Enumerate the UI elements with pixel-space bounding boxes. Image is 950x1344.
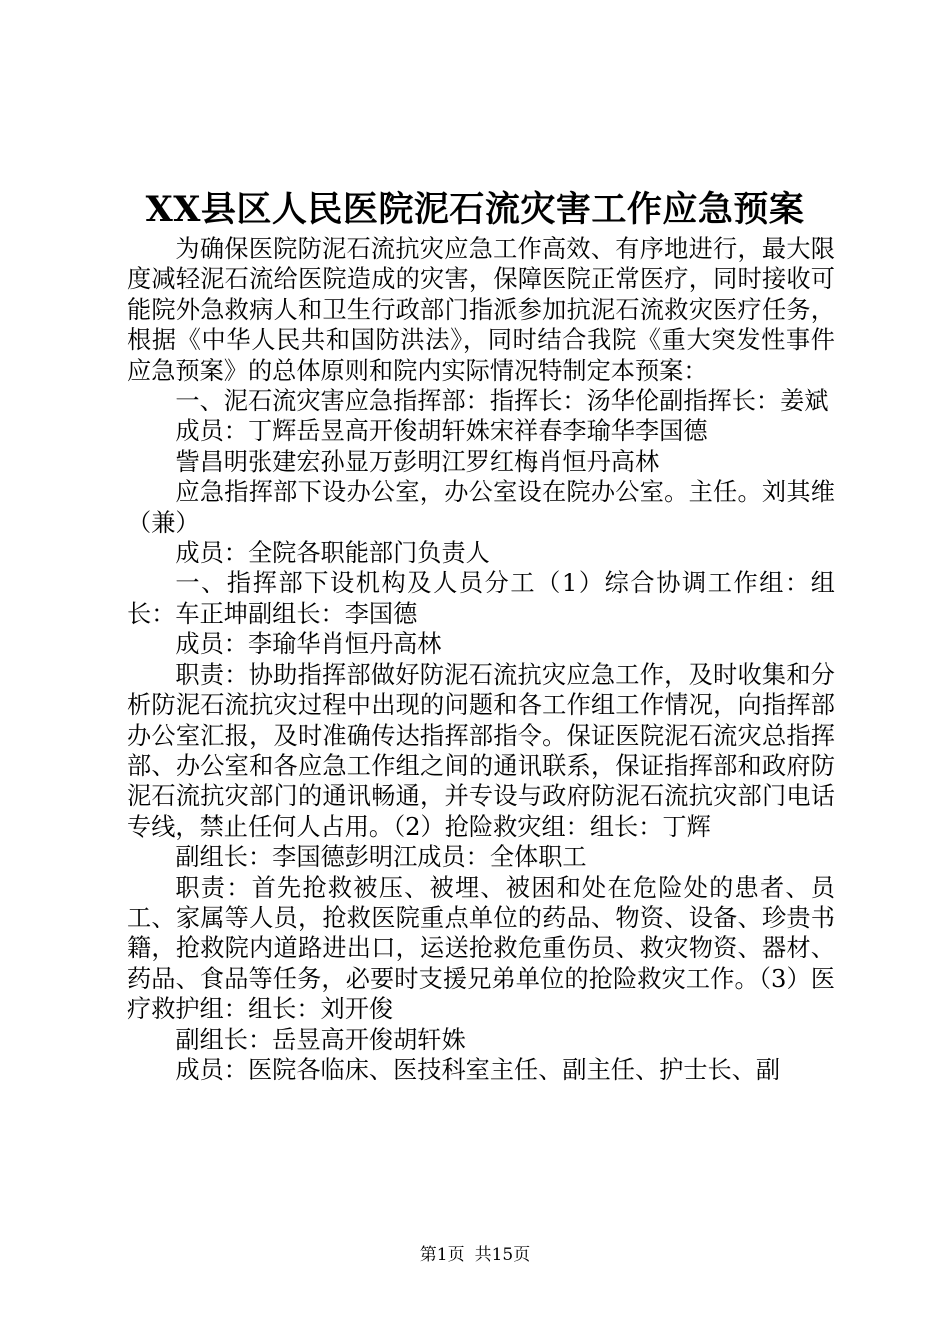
paragraph-coordination-duties: 职责：协助指挥部做好防泥石流抗灾应急工作，及时收集和分析防泥石流抗灾过程中出现的问题和各工作组工作情况，向指挥部办公室汇报，及时准确传达指挥部指令。保证医院泥石流灾总指挥部、办公室和各应急工作组之间的通讯联系，保证指挥部和政府防泥石流抗灾部门的通讯畅通，并专设与政府防泥石流抗灾部门电话专线，禁止任何人占用。（2）抢险救灾组：组长：丁辉 [127, 660, 835, 841]
paragraph-command-members: 成员：丁辉岳昱高开俊胡轩姝宋祥春李瑜华李国德 [175, 417, 708, 446]
page-total: 共15页 [474, 1245, 531, 1265]
paragraph-coordination-group: 一、指挥部下设机构及人员分工（1）综合协调工作组：组长：车正坤副组长：李国德 [127, 569, 835, 628]
document-title: XX县区人民医院泥石流灾害工作应急预案 [145, 189, 805, 230]
paragraph-intro: 为确保医院防泥石流抗灾应急工作高效、有序地进行，最大限度减轻泥石流给医院造成的灾害，保障医院正常医疗，同时接收可能院外急救病人和卫生行政部门指派参加抗泥石流救灾医疗任务，根据《中华人民共和国防洪法》，同时结合我院《重大突发性事件应急预案》的总体原则和院内实际情况特制定本预案： [127, 235, 835, 385]
paragraph-office-members: 成员：全院各职能部门负责人 [175, 539, 490, 568]
paragraph-command-members-continued: 訾昌明张建宏孙显万彭明江罗红梅肖恒丹高林 [175, 447, 660, 476]
paragraph-coordination-members: 成员：李瑜华肖恒丹高林 [175, 630, 442, 659]
paragraph-command-leaders: 一、泥石流灾害应急指挥部：指挥长：汤华伦副指挥长：姜斌 [175, 387, 829, 416]
paragraph-rescue-members: 副组长：李国德彭明江成员：全体职工 [175, 843, 587, 872]
paragraph-rescue-duties: 职责：首先抢救被压、被埋、被困和处在危险处的患者、员工、家属等人员，抢救医院重点单位的药品、物资、设备、珍贵书籍，抢救院内道路进出口，运送抢救危重伤员、救灾物资、器材、药品、食品等任务，必要时支援兄弟单位的抢险救灾工作。（3）医疗救护组：组长：刘开俊 [127, 873, 835, 1024]
paragraph-medical-deputies: 副组长：岳昱高开俊胡轩姝 [175, 1025, 466, 1054]
document-body [127, 234, 835, 1085]
paragraph-office: 应急指挥部下设办公室，办公室设在院办公室。主任。刘其维（兼） [127, 478, 835, 537]
page-number: 第1页 [419, 1245, 465, 1265]
paragraph-medical-members: 成员：医院各临床、医技科室主任、副主任、护士长、副 [175, 1055, 781, 1084]
page-footer [0, 1244, 950, 1266]
